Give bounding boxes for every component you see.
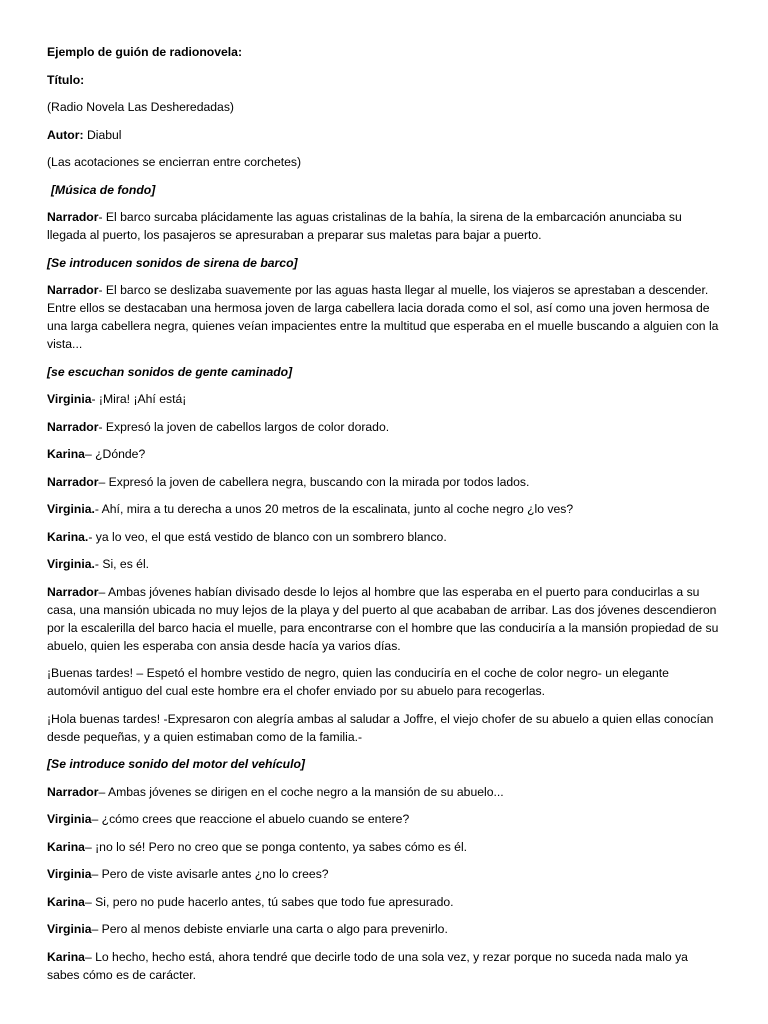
speaker-name: Narrador <box>47 419 99 434</box>
speaker-name: Narrador <box>47 584 99 599</box>
author-label: Autor: <box>47 127 84 142</box>
dialogue-line <box>47 948 723 984</box>
speaker-name: Virginia <box>47 392 92 406</box>
speaker-name: Karina <box>47 839 85 854</box>
narrative-paragraph: ¡Hola buenas tardes! -Expresaron con alegría ambas al saludar a Joffre, el viejo chofer de su abuelo a quien ellas conocían desde pequeñas, y a quien estimaban como de la familia.- <box>47 711 714 744</box>
dialogue-line <box>47 281 723 353</box>
dialogue-line <box>47 445 723 463</box>
dialogue-line <box>47 555 723 573</box>
speaker-name: Virginia <box>47 922 92 936</box>
dialogue-text: - El barco surcaba plácidamente las aguas cristalinas de la bahía, la sirena de la embarcación anunciaba su llegada al puerto, los pasajeros se apresuraban a preparar sus maletas para bajar a puerto. <box>47 210 682 242</box>
speaker-name: Virginia. <box>47 502 95 516</box>
dialogue-line <box>47 418 723 436</box>
speaker-name: Karina <box>47 894 85 909</box>
speaker-name: Narrador <box>47 784 99 799</box>
document-heading: Ejemplo de guión de radionovela: <box>47 45 243 59</box>
author-value: Diabul <box>83 127 122 142</box>
document-page <box>47 43 723 993</box>
dialogue-line <box>47 390 723 408</box>
dialogue-text: – Ambas jóvenes se dirigen en el coche negro a la mansión de su abuelo... <box>98 784 504 799</box>
stage-direction: [Se introducen sonidos de sirena de barco] <box>47 255 298 270</box>
dialogue-text: – ¿cómo crees que reaccione el abuelo cuando se entere? <box>91 812 410 826</box>
speaker-name: Narrador <box>47 283 99 297</box>
stage-direction: [se escuchan sonidos de gente caminado] <box>47 364 293 379</box>
stage-direction: [Se introduce sonido del motor del vehículo] <box>47 757 305 771</box>
dialogue-text: – Pero al menos debiste enviarle una carta o algo para prevenirlo. <box>91 922 448 936</box>
title-value: (Radio Novela Las Desheredadas) <box>47 100 234 114</box>
dialogue-text: – Pero de viste avisarle antes ¿no lo crees? <box>91 867 329 881</box>
dialogue-line <box>47 583 723 655</box>
author-line <box>47 126 723 144</box>
dialogue-text: - El barco se deslizaba suavemente por las aguas hasta llegar al muelle, los viajeros se aprestaban a descender. Entre ellos se destacaban una hermosa joven de larga cabellera lacia dorada como el sol, así como una joven hermosa de una larga cabellera negra, quienes veían impacientes entre la multitud que esperaba en el muelle buscando a alguien con la vista... <box>47 283 719 351</box>
speaker-name: Karina <box>47 447 85 461</box>
stage-direction: [Música de fondo] <box>51 182 156 197</box>
dialogue-line <box>47 920 723 938</box>
dialogue-text: - Si, es él. <box>94 557 150 571</box>
annotation-note: (Las acotaciones se encierran entre corchetes) <box>47 155 302 169</box>
speaker-name: Narrador <box>47 210 99 224</box>
dialogue-line <box>47 893 723 911</box>
dialogue-text: – ¡no lo sé! Pero no creo que se ponga contento, ya sabes cómo es él. <box>84 839 468 854</box>
dialogue-text: – Lo hecho, hecho está, ahora tendré que decirle todo de una sola vez, y rezar porque no suceda nada malo ya sabes cómo es de carácter. <box>47 949 688 982</box>
dialogue-line <box>47 500 723 518</box>
dialogue-text: – Expresó la joven de cabellera negra, buscando con la mirada por todos lados. <box>98 474 530 489</box>
dialogue-text: - ¡Mira! ¡Ahí está¡ <box>91 392 187 406</box>
dialogue-line <box>47 783 723 801</box>
dialogue-line <box>47 528 723 546</box>
speaker-name: Virginia. <box>47 557 95 571</box>
speaker-name: Virginia <box>47 867 92 881</box>
speaker-name: Virginia <box>47 812 92 826</box>
dialogue-text: - Ahí, mira a tu derecha a unos 20 metros de la escalinata, junto al coche negro ¿lo ves? <box>94 502 574 516</box>
script-body <box>47 181 723 984</box>
dialogue-line <box>47 473 723 491</box>
dialogue-line <box>47 865 723 883</box>
dialogue-line <box>47 810 723 828</box>
dialogue-text: – ¿Dónde? <box>84 447 146 461</box>
dialogue-line <box>47 208 723 244</box>
speaker-name: Karina. <box>47 529 89 544</box>
dialogue-text: – Ambas jóvenes habían divisado desde lo lejos al hombre que las esperaba en el puerto para conducirlas a su casa, una mansión ubicada no muy lejos de la playa y del puerto al que acababan de arribar. Las dos jóvenes descendieron por la escalerilla del barco hacia el muelle, para encontrarse con el hombre que las conduciría a la mansión propiedad de su abuelo, quien les esperaba con ansia desde hacía ya varios días. <box>47 584 719 653</box>
dialogue-text: – Si, pero no pude hacerlo antes, tú sabes que todo fue apresurado. <box>84 894 454 909</box>
speaker-name: Karina <box>47 949 85 964</box>
narrative-paragraph: ¡Buenas tardes! – Espetó el hombre vestido de negro, quien las conduciría en el coche de color negro- un elegante automóvil antiguo del cual este hombre era el chofer enviado por su abuelo para recogerlas. <box>47 666 669 698</box>
dialogue-text: - Expresó la joven de cabellos largos de color dorado. <box>98 419 390 434</box>
speaker-name: Narrador <box>47 474 99 489</box>
title-label: Título: <box>47 72 85 87</box>
dialogue-text: - ya lo veo, el que está vestido de blanco con un sombrero blanco. <box>88 529 447 544</box>
dialogue-line <box>47 838 723 856</box>
